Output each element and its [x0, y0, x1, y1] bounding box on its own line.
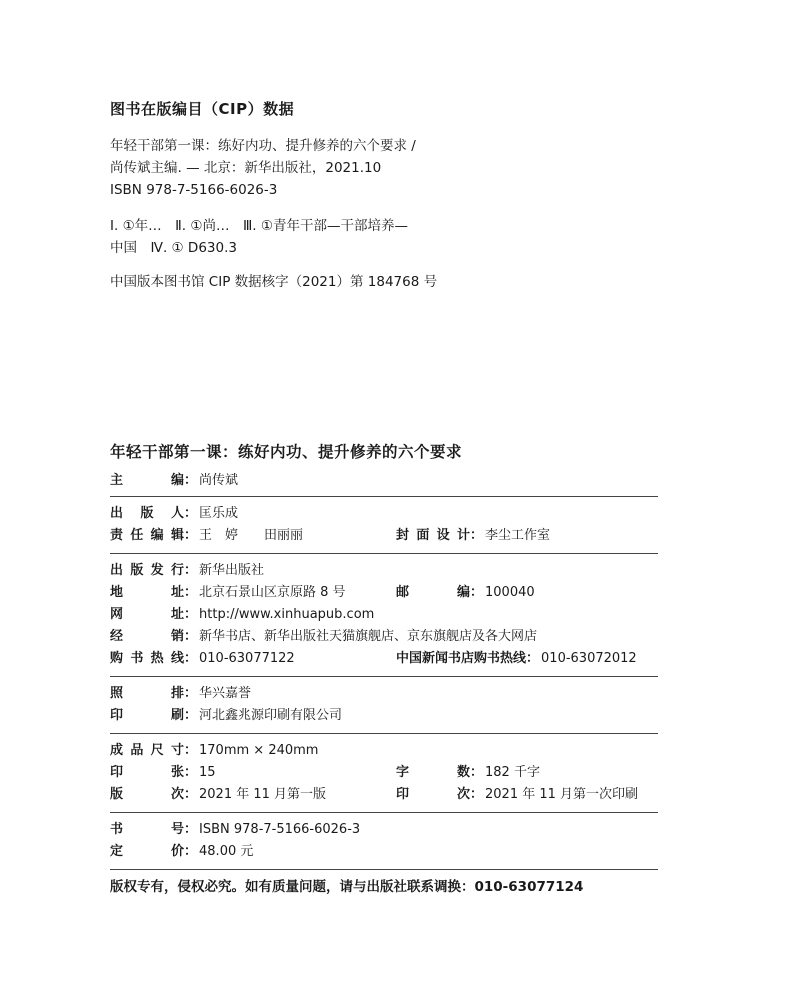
cip-isbn-line: ISBN 978-7-5166-6026-3	[110, 182, 278, 198]
size-value: 170mm × 240mm	[199, 743, 319, 758]
address-label: 地 址	[110, 585, 184, 600]
printer-label: 印 刷	[110, 708, 184, 723]
copyright-notice: 版权专有，侵权必究。如有质量问题，请与出版社联系调换：010-63077124	[110, 869, 658, 898]
cip-block	[110, 98, 670, 293]
typeset-value: 华兴嘉誉	[199, 686, 252, 701]
editor-label: 主 编	[110, 473, 184, 488]
isbn-value: ISBN 978-7-5166-6026-3	[199, 822, 361, 837]
hotline-label: 购书热线	[110, 651, 184, 666]
printer-value: 河北鑫兆源印刷有限公司	[199, 708, 343, 723]
sheets-label: 印 张	[110, 765, 184, 780]
editor-row: 主 编 ： 尚传斌	[110, 470, 658, 492]
impression-label: 印 次	[396, 787, 470, 802]
edition-value: 2021 年 11 月第一版	[199, 787, 327, 802]
publisher-section: 出 版 人 ： 匡乐成 责任编辑 ： 王 婷 田丽丽 封面设计 ： 李尘工作室	[110, 496, 658, 553]
address-value: 北京石景山区京原路 8 号	[199, 585, 346, 600]
cip-title-line: 年轻干部第一课：练好内功、提升修养的六个要求 /	[110, 138, 416, 154]
cip-classification-line-2: 中国 Ⅳ. ① D630.3	[110, 240, 237, 256]
distributor-label: 出版发行	[110, 563, 184, 578]
printing-section: 照 排 ： 华兴嘉誉 印 刷 ： 河北鑫兆源印刷有限公司	[110, 676, 658, 733]
cover-design-label: 封面设计	[396, 528, 470, 543]
sheets-value: 15	[199, 765, 216, 780]
specs-section: 成品尺寸 ： 170mm × 240mm 印 张 ： 15 字 数 ： 182 千字 版 次 ： 2021 年 11 月第一版 印 次 ： 2021 年 11 月第一次印刷	[110, 733, 658, 812]
impression-value: 2021 年 11 月第一次印刷	[485, 787, 639, 802]
publisher-person-value: 匡乐成	[199, 506, 239, 521]
cip-heading: 图书在版编目（CIP）数据	[110, 100, 295, 118]
website-label: 网 址	[110, 607, 184, 622]
sales-label: 经 销	[110, 629, 184, 644]
distributor-value: 新华出版社	[199, 563, 265, 578]
word-count-value: 182 千字	[485, 765, 540, 780]
colophon-block	[110, 440, 658, 898]
postcode-label: 邮 编	[396, 585, 470, 600]
website-value: http://www.xinhuapub.com	[199, 607, 375, 622]
cip-record-number: 中国版本图书馆 CIP 数据核字（2021）第 184768 号	[110, 274, 438, 290]
cip-author-line: 尚传斌主编. — 北京：新华出版社，2021.10	[110, 160, 382, 176]
cip-classification-line: Ⅰ. ①年… Ⅱ. ①尚… Ⅲ. ①青年干部—干部培养—	[110, 218, 408, 234]
resp-editor-value: 王 婷 田丽丽	[199, 528, 304, 543]
word-count-label: 字 数	[396, 765, 470, 780]
price-label: 定 价	[110, 844, 184, 859]
resp-editor-label: 责任编辑	[110, 528, 184, 543]
typeset-label: 照 排	[110, 686, 184, 701]
price-value: 48.00 元	[199, 844, 254, 859]
size-label: 成品尺寸	[110, 743, 184, 758]
cover-design-value: 李尘工作室	[485, 528, 551, 543]
cn-hotline-label: 中国新闻书店购书热线	[396, 651, 527, 666]
postcode-value: 100040	[485, 585, 535, 600]
hotline-value: 010-63077122	[199, 651, 295, 666]
publisher-person-label: 出 版 人	[110, 506, 184, 521]
distribution-section: 出版发行 ： 新华出版社 地 址 ： 北京石景山区京原路 8 号 邮 编 ： 100040 网 址 ： http://www.xinhuapub.com 经 销 ： 新华书店、新华出版社天猫旗舰店、京东旗舰店及各大网店 购书热线 ： 010-63077122 中国新闻书店购书热线 ： 010-63072012	[110, 553, 658, 676]
book-title: 年轻干部第一课：练好内功、提升修养的六个要求	[110, 443, 463, 461]
edition-label: 版 次	[110, 787, 184, 802]
editor-value: 尚传斌	[199, 473, 239, 488]
isbn-label: 书 号	[110, 822, 184, 837]
sales-value: 新华书店、新华出版社天猫旗舰店、京东旗舰店及各大网店	[199, 629, 538, 644]
cn-hotline-value: 010-63072012	[541, 651, 637, 666]
isbn-section: 书 号 ： ISBN 978-7-5166-6026-3 定 价 ： 48.00 元	[110, 812, 658, 869]
